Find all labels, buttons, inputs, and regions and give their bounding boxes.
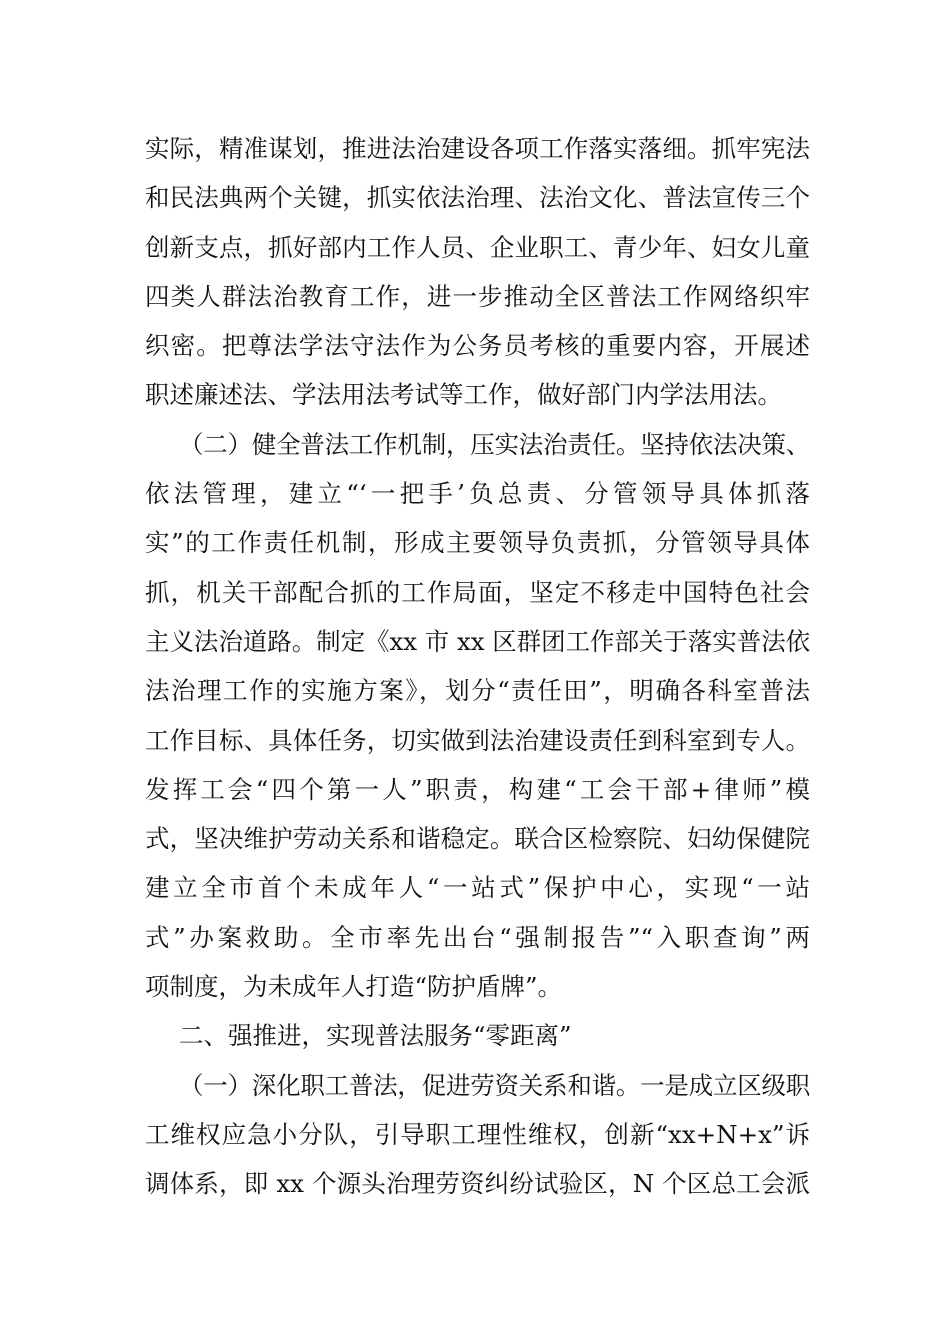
text-line: 和民法典两个关键，抓实依法治理、法治文化、普法宣传三个 xyxy=(145,183,810,213)
text-line: 式”办案救助。全市率先出台“强制报告”“入职查询”两 xyxy=(145,922,810,952)
text-line: 发挥工会“四个第一人”职责，构建“工会干部+律师”模 xyxy=(145,774,810,804)
text-line: 法治理工作的实施方案》，划分“责任田”，明确各科室普法 xyxy=(145,676,810,706)
text-line: 建立全市首个未成年人“一站式”保护中心，实现“一站 xyxy=(145,873,810,903)
text-line: 项制度，为未成年人打造“防护盾牌”。 xyxy=(145,972,563,1002)
text-line: 抓，机关干部配合抓的工作局面，坚定不移走中国特色社会 xyxy=(145,577,810,607)
section-heading-line: （一）深化职工普法，促进劳资关系和谐。一是成立区级职 xyxy=(179,1070,811,1100)
text-line: 实”的工作责任机制，形成主要领导负责抓，分管领导具体 xyxy=(145,528,810,558)
text-line: 四类人群法治教育工作，进一步推动全区普法工作网络织牢 xyxy=(145,281,810,311)
text-line: 工作目标、具体任务，切实做到法治建设责任到科室到专人。 xyxy=(145,725,810,755)
text-line: 调体系，即 xx 个源头治理劳资纠纷试验区，N 个区总工会派 xyxy=(145,1169,810,1199)
text-line: 实际，精准谋划，推进法治建设各项工作落实落细。抓牢宪法 xyxy=(145,134,810,163)
text-line: 依法管理，建立“‘一把手’负总责、分管领导具体抓落 xyxy=(145,479,810,509)
section-heading-line: （二）健全普法工作机制，压实法治责任。坚持依法决策、 xyxy=(179,429,811,459)
text-line: 创新支点，抓好部内工作人员、企业职工、青少年、妇女儿童 xyxy=(145,232,810,262)
text-line: 职述廉述法、学法用法考试等工作，做好部门内学法用法。 xyxy=(145,380,782,410)
text-line: 工维权应急小分队，引导职工理性维权，创新“xx+N+x”诉 xyxy=(145,1119,810,1149)
chapter-heading: 二、强推进，实现普法服务“零距离” xyxy=(179,1021,572,1051)
text-line: 主义法治道路。制定《xx 市 xx 区群团工作部关于落实普法依 xyxy=(145,626,811,656)
text-line: 式，坚决维护劳动关系和谐稳定。联合区检察院、妇幼保健院 xyxy=(145,824,810,854)
document-body xyxy=(145,124,810,1209)
text-line: 织密。把尊法学法守法作为公务员考核的重要内容，开展述 xyxy=(145,331,810,361)
